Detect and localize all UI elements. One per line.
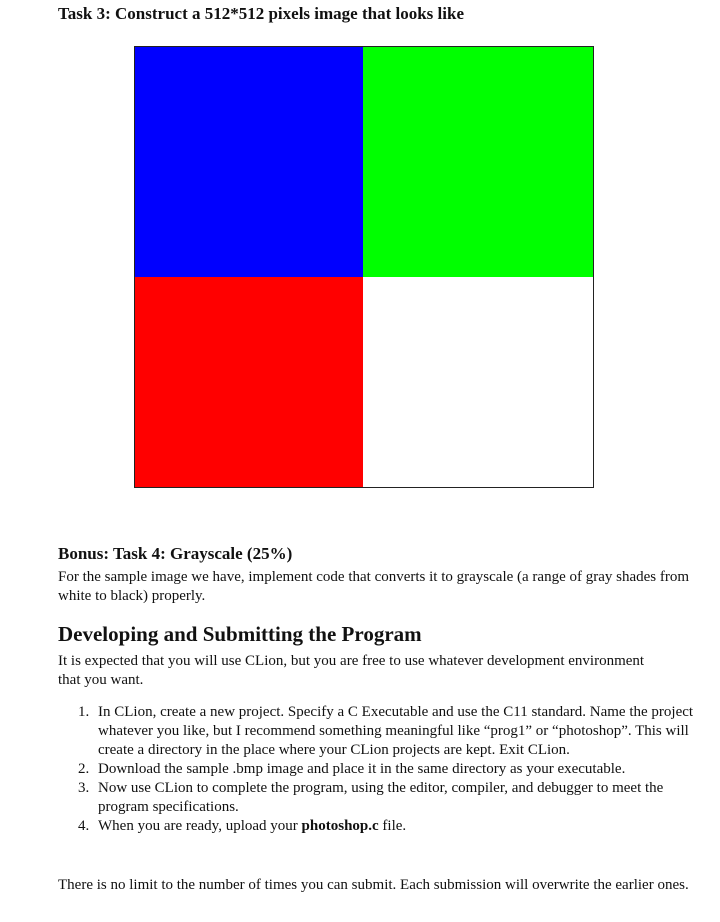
section-intro: It is expected that you will use CLion, but you are free to use whatever development environment that you want. [58,653,645,688]
step-text-before: When you are ready, upload your [98,818,302,834]
step-text: Download the sample .bmp image and place it in the same directory as your executable. [98,761,626,777]
four-color-image [134,46,594,488]
step-text: In CLion, create a new project. Specify a C Executable and use the C11 standard. Name the project whatever you like, but I recommend something meaningful like “prog1” or “photoshop”. This will create a directory in the place where your CLion projects are kept. Exit CLion. [98,704,694,758]
list-item [78,817,710,836]
step-number: 2. [78,761,90,777]
red-quadrant [135,277,363,487]
step-text [98,818,406,834]
closing-note: There is no limit to the number of times you can submit. Each submission will overwrite the earlier ones. [58,877,689,893]
steps-list [78,703,710,836]
list-item [78,779,710,817]
step-number: 1. [78,704,90,720]
step-number: 3. [78,780,90,796]
filename-bold: photoshop.c [301,818,379,834]
green-quadrant [363,47,593,277]
section-heading: Developing and Submitting the Program [58,622,422,646]
blue-quadrant [135,47,363,277]
step-text: Now use CLion to complete the program, using the editor, compiler, and debugger to meet the program specifications. [98,780,664,815]
step-text-after: file. [378,818,407,834]
white-quadrant [363,277,593,487]
list-item [78,760,710,779]
list-item [78,703,710,760]
bonus-task-title: Bonus: Task 4: Grayscale (25%) [58,544,293,563]
step-number: 4. [78,818,90,834]
task3-title: Task 3: Construct a 512*512 pixels image that looks like [58,4,464,23]
bonus-task-description: For the sample image we have, implement code that converts it to grayscale (a range of gray shades from white to black) properly. [58,569,690,604]
